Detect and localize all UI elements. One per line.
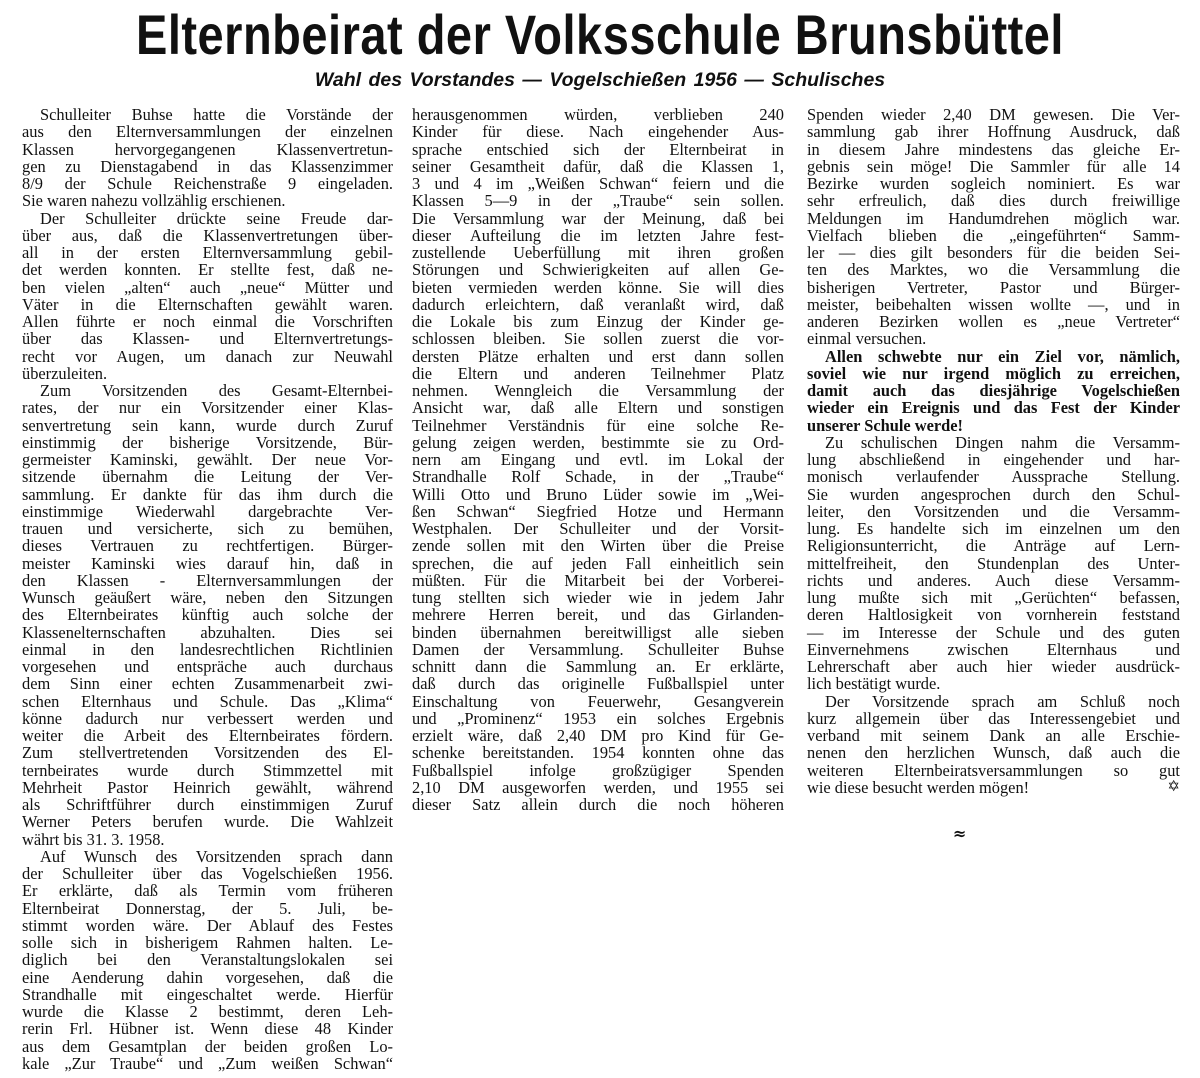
text-line: deren Haltlosigkeit von vornherein feststand (807, 605, 1180, 625)
text-line: bieten vermieden werden könne. Sie will dies (412, 277, 784, 297)
paragraph (22, 210, 393, 383)
article-column-2 (412, 106, 784, 813)
text-line: Zum stellvertretenden Vorsitzenden des El- (22, 743, 393, 763)
text-line: meister Kaminski wies darauf hin, daß in (22, 553, 393, 573)
text-line: Väter in die Elternschaften gewählt waren. (22, 294, 393, 314)
text-line: lung mußte sich mit „Gerüchten“ befassen, (807, 588, 1180, 607)
text-line: Klassen hervorgegangenen Klassenvertretun- (22, 139, 393, 159)
paragraph (412, 106, 784, 813)
highlighted-paragraph (807, 348, 1180, 434)
text-line: Religionsunterricht, die Anträge auf Lern- (807, 536, 1180, 556)
text-line: soviel wie nur irgend möglich zu erreichen, (807, 363, 1180, 383)
text-line: Zu schulischen Dingen nahm die Versamm- (825, 432, 1180, 452)
text-line: germeister Kaminski, gewählt. Der neue Vor- (22, 450, 393, 469)
text-line: Teilnehmer Verständnis für eine solche Re- (412, 415, 784, 435)
text-line: währt bis 31. 3. 1958. (22, 829, 165, 849)
text-line: schnitt dann die Sammlung an. Er erklärte, (412, 657, 784, 676)
text-line: herausgenommen würden, verblieben 240 (412, 105, 784, 124)
text-line: mittelfreiheit, den Stundenplan des Unter- (807, 553, 1180, 573)
text-line: dadurch erleichtern, daß veranlaßt wird, daß (412, 294, 784, 314)
text-line: des Elternbeirates künftig auch solche der (22, 605, 393, 625)
text-line: schlossen bleiben. Sie sollen zuerst die vor- (412, 329, 784, 349)
text-line: Meldungen im Handumdrehen möglich war. (807, 208, 1180, 228)
text-line: einmal versuchen. (807, 329, 927, 349)
text-line: die Eltern und anderen Teilnehmer Platz (412, 363, 784, 383)
text-line: zustellende Ueberfüllung mit ihren großen (412, 243, 784, 262)
text-line: aus dem Gesamtplan der beiden großen Lo- (22, 1036, 393, 1056)
text-line: vorgesehen und entspräche auch durchaus (22, 657, 393, 676)
paragraph (22, 382, 393, 848)
text-line: einstimmige Wiederwahl dargebrachte Ver- (22, 501, 393, 521)
text-line: Kinder für diese. Nach eingehender Aus- (412, 122, 784, 142)
end-mark-icon: ≈ (953, 824, 967, 843)
text-line: 3 und 4 im „Weißen Schwan“ feiern und die (412, 174, 784, 193)
text-line: über das Klassen- und Elternvertretungs- (22, 329, 393, 349)
text-line: rates, der nur ein Vorsitzender einer Klas- (22, 398, 393, 418)
text-line: ler — dies gilt besonders für die beiden Sei- (807, 243, 1180, 262)
paragraph (22, 106, 393, 210)
text-line: seiner Gesamtheit dafür, daß die Klassen 1, (412, 156, 784, 176)
text-line: dem Sinn einer echten Zusammenarbeit zwi- (22, 674, 393, 694)
text-line: gen zu Dienstagabend in das Klassenzimmer (22, 156, 393, 176)
text-line: monisch verlaufender Aussprache Stellung. (807, 467, 1180, 487)
text-line: ben vielen „alten“ auch „neue“ Mütter und (22, 277, 393, 297)
text-line: dieser Aufteilung die im letzten Jahre fest- (412, 225, 784, 245)
text-line: det werden konnten. Er stellte fest, daß ne- (22, 260, 393, 280)
text-line: verband mit seinem Dank an alle Erschie- (807, 726, 1180, 745)
text-line: Sie wurden angesprochen durch den Schul- (807, 484, 1180, 504)
text-line: Bezirke wurden sogleich nominiert. Es war (807, 174, 1180, 193)
text-line: lung. Es handelte sich im einzelnen um den (807, 519, 1180, 538)
text-line: aus den Elternversammlungen der einzelnen (22, 122, 393, 142)
text-line: senvertretung sein kann, wurde durch Zuruf (22, 415, 393, 435)
text-line: recht vor Augen, um danach zur Neuwahl (22, 346, 393, 366)
text-line: Elternbeirat Donnerstag, der 5. Juli, be- (22, 898, 393, 918)
text-line: sammlung gab ihrer Hoffnung Ausdruck, daß (807, 122, 1180, 142)
text-line: Einschaltung von Feuerwehr, Gesangverein (412, 691, 784, 711)
text-line: wurde die Klasse 2 bestimmt, deren Leh- (22, 1002, 393, 1021)
article-column-1 (22, 106, 393, 1072)
text-line: dieser Satz allein durch die noch höheren (412, 795, 784, 814)
text-line: diglich bei den Veranstaltungslokalen sei (22, 950, 393, 970)
text-line: Willi Otto und Bruno Lüder sowie im „Wei- (412, 484, 784, 504)
text-line: die Lokale bis zum Einzug der Kinder ge- (412, 312, 784, 331)
text-line: Die Versammlung war der Meinung, daß bei (412, 208, 784, 228)
text-line: dersten Plätze erhalten und erst dann sollen (412, 346, 784, 366)
text-line: Strandhalle Rolf Schade, in der „Traube“ (412, 467, 784, 487)
text-line: 8/9 der Schule Reichenstraße 9 eingeladen. (22, 174, 393, 193)
text-line: über aus, daß die Klassenvertretungen über- (22, 225, 393, 245)
text-line: lung abschließend in eingehender und har- (807, 450, 1180, 469)
text-line: rerin Frl. Hübner ist. Wenn diese 48 Kinder (22, 1019, 393, 1039)
text-line: in diesem Jahre mindestens das gleiche Er- (807, 139, 1180, 159)
text-line: sitzende übernahm die Leitung der Ver- (22, 467, 393, 487)
text-line: all in der ersten Elternversammlung gebil- (22, 243, 393, 262)
text-line: weiter die Arbeit des Elternbeirates fördern. (22, 726, 393, 745)
article-column-3 (807, 106, 1180, 796)
text-line: unserer Schule werde! (807, 415, 963, 435)
text-line: tung stellten sich wieder wie in jedem Jahr (412, 588, 784, 607)
text-line: nenen den herzlichen Wunsch, daß auch die (807, 743, 1180, 763)
text-line: einstimmig der bisherige Vorsitzende, Bür- (22, 432, 393, 452)
text-line: Allen schwebte nur ein Ziel vor, nämlich, (825, 346, 1180, 366)
text-line: Er erklärte, daß als Termin vom früheren (22, 881, 393, 901)
text-line: ten des Marktes, wo die Versammlung die (807, 260, 1180, 280)
text-line: Strandhalle mit eingeschaltet werde. Hierfür (22, 984, 393, 1004)
paragraph (807, 106, 1180, 348)
text-line: und „Prominenz“ 1953 ein solches Ergebnis (412, 708, 784, 728)
text-line: kurz allgemein über das Interessengebiet und (807, 708, 1180, 728)
text-line: Auf Wunsch des Vorsitzenden sprach dann (40, 846, 393, 866)
text-line: den Klassen - Elternversammlungen der (22, 570, 393, 590)
text-line: müßten. Für die Mitarbeit bei der Vorberei- (412, 570, 784, 590)
headline: Elternbeirat der Volksschule Brunsbüttel (135, 3, 1064, 66)
text-line: könne dadurch nur verbessert werden und (22, 708, 393, 728)
text-line: Wunsch geäußert wäre, neben den Sitzungen (22, 588, 393, 607)
text-line: kale „Zur Traube“ und „Zum weißen Schwan“ (22, 1053, 393, 1073)
text-line: Klassen 5—9 in der „Traube“ sein sollen. (412, 191, 784, 211)
text-line: Damen der Versammlung. Schulleiter Buhse (412, 639, 784, 659)
text-line: bisherigen Vertreter, Pastor und Bürger- (807, 277, 1180, 297)
text-line: leiter, den Vorsitzenden und die Versamm- (807, 501, 1180, 521)
text-line: ternbeirates wurde durch Stimmzettel mit (22, 760, 393, 780)
text-line: Schulleiter Buhse hatte die Vorstände der (40, 105, 393, 124)
text-line: Werner Peters berufen wurde. Die Wahlzeit (22, 812, 393, 832)
text-line: Westphalen. Der Schulleiter und der Vorsit- (412, 519, 784, 538)
text-line: mehrere Herren bereit, und das Girlanden- (412, 605, 784, 625)
text-line: ßen Schwan“ Siegfried Hotze und Hermann (412, 501, 784, 521)
text-line: sprechen, die auf jeden Fall einheitlich sein (412, 553, 784, 573)
text-line: Fußballspiel infolge großzügiger Spenden (412, 760, 784, 780)
text-line: Sie waren nahezu vollzählig erschienen. (22, 191, 286, 211)
text-line: erzielt wäre, daß 2,40 DM pro Kind für Ge- (412, 726, 784, 745)
text-line: meister, beibehalten wissen wollte —, und in (807, 294, 1180, 314)
text-line: sehr erfreulich, daß dies durch freiwillige (807, 191, 1180, 211)
text-line: sprache entschied sich der Elternbeirat in (412, 139, 784, 159)
text-line: Einvernehmens zwischen Elternhaus und (807, 639, 1180, 659)
text-line: stimmt worden wäre. Der Ablauf des Festes (22, 915, 393, 935)
text-line: Ansicht war, daß alle Eltern und sonstigen (412, 398, 784, 418)
text-line: Der Vorsitzende sprach am Schluß noch (825, 691, 1180, 711)
text-line: eine Aenderung dahin vorgesehen, daß die (22, 967, 393, 987)
text-line: trauen und versicherte, sich zu bemühen, (22, 519, 393, 538)
text-line: Zum Vorsitzenden des Gesamt-Elternbei- (40, 381, 393, 400)
text-line: richts und anderes. Auch diese Versamm- (807, 570, 1180, 590)
text-line: schen Elternhaus und Schule. Das „Klima“ (22, 691, 393, 711)
text-line: Vielfach blieben die „eingeführten“ Samm- (807, 225, 1180, 245)
text-line: binden übernahmen bereitwilligst alle sieben (412, 622, 784, 642)
paragraph (807, 434, 1180, 693)
text-line: schenke bereitstanden. 1954 konnten ohne das (412, 743, 784, 763)
text-line: Spenden wieder 2,40 DM gewesen. Die Ver- (807, 105, 1180, 124)
text-line: gelung zeigen werden, bestimmte sie zu Ord- (412, 432, 784, 452)
text-line: der Schulleiter über das Vogelschießen 1956. (22, 864, 393, 883)
text-line: nehmen. Wenngleich die Versammlung der (412, 381, 784, 400)
text-line: damit auch das diesjährige Vogelschießen (807, 381, 1180, 400)
text-line: Mehrheit Pastor Heinrich gewählt, während (22, 777, 393, 797)
text-line: gebnis sein möge! Die Sammler für alle 14 (807, 156, 1180, 176)
text-line: Lehrerschaft aber auch hier wieder ausdrück- (807, 657, 1180, 676)
text-line: Der Schulleiter drückte seine Freude dar- (40, 208, 393, 228)
text-line (807, 779, 1180, 796)
text-line: nern am Eingang und evtl. im Lokal der (412, 450, 784, 469)
text-line: 2,10 DM ausgeworfen werden, und 1955 sei (412, 777, 784, 797)
text-line: Klassenelternschaften abzuhalten. Dies sei (22, 622, 393, 642)
text-line: solle sich in bisherigem Rahmen halten. Le- (22, 933, 393, 952)
text-line: wieder ein Ereignis und das Fest der Kinder (807, 398, 1180, 418)
text-line: daß durch das originelle Fußballspiel unter (412, 674, 784, 694)
text-line: sammlung. Er dankte für das ihm durch die (22, 484, 393, 504)
text-line: — im Interesse der Schule und des guten (807, 622, 1180, 642)
paragraph (22, 848, 393, 1072)
text-line: zende sollen mit den Wirten über die Preise (412, 536, 784, 556)
text-line: dieses Vertrauen zu rechtfertigen. Bürger- (22, 536, 393, 556)
text-line: Störungen und Schwierigkeiten auf allen Ge- (412, 260, 784, 280)
text-line: anderen Bezirken wollen es „neue Vertreter“ (807, 312, 1180, 331)
subheadline: Wahl des Vorstandes — Vogelschießen 1956 — Schulisches (314, 69, 886, 91)
paragraph (807, 693, 1180, 797)
star-icon: ✡ (1167, 778, 1180, 795)
text-line-content: wie diese besucht werden mögen! (807, 777, 1030, 797)
text-line: Allen führte er noch einmal die Vorschriften (22, 312, 393, 331)
text-line: weiteren Elternbeiratsversammlungen so gut (807, 760, 1180, 780)
text-line: überzuleiten. (22, 363, 108, 383)
text-line: einmal in den landesrechtlichen Richtlinien (22, 639, 393, 659)
text-line: lich bestätigt wurde. (807, 674, 941, 694)
text-line: als Schriftführer durch einstimmigen Zuruf (22, 795, 393, 814)
